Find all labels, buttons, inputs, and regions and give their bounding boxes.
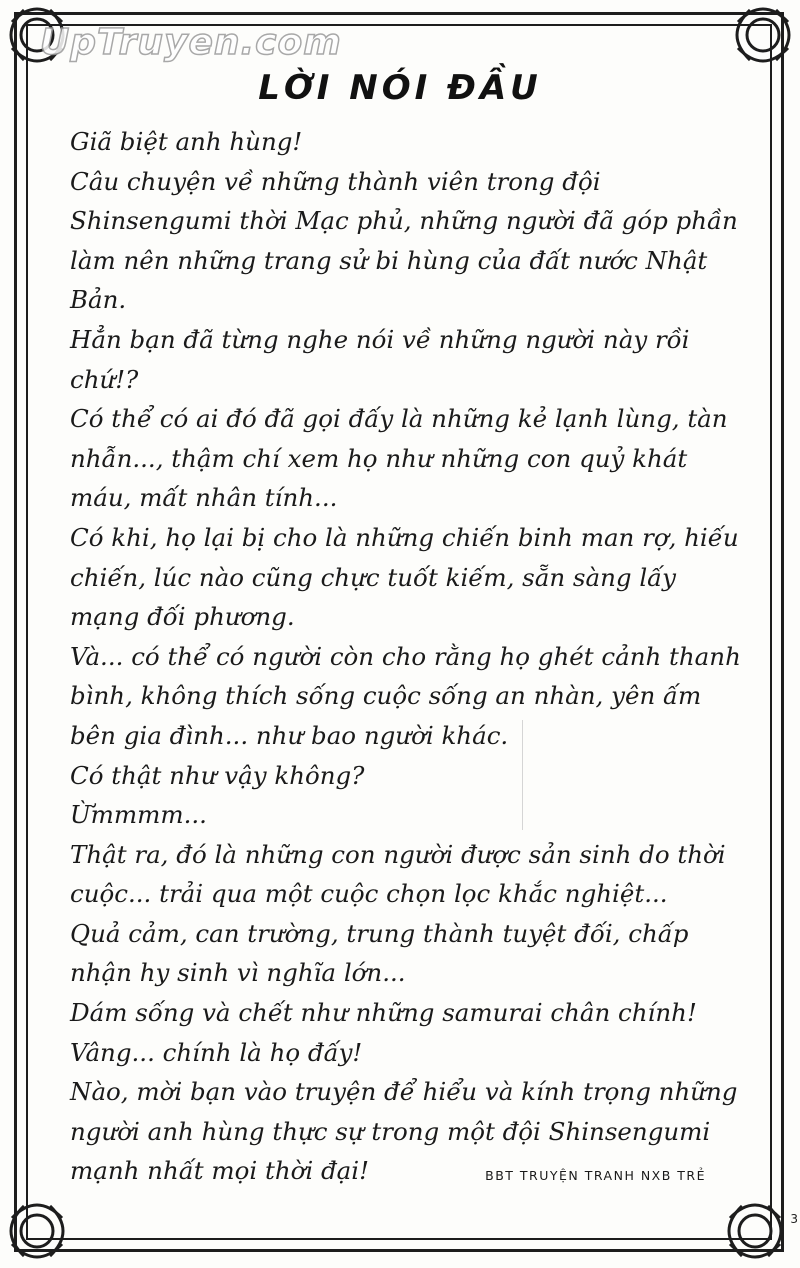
paragraph: Câu chuyện về những thành viên trong đội Shinsengumi thời Mạc phủ, những người đã góp phần làm nên những trang sử bi hùng của đất nước Nhật Bản. bbox=[70, 166, 738, 315]
preface-body bbox=[70, 122, 750, 1191]
paragraph: Nào, mời bạn vào truyện để hiểu và kính trọng những người anh hùng thực sự trong một đội Shinsengumi mạnh nhất mọi thời đại! bbox=[70, 1077, 738, 1186]
paragraph: Có khi, họ lại bị cho là những chiến binh man rợ, hiếu chiến, lúc nào cũng chực tuốt kiếm, sẵn sàng lấy mạng đối phương. bbox=[70, 522, 739, 632]
paragraph: Giã biệt anh hùng! bbox=[70, 127, 303, 156]
paragraph: Hẳn bạn đã từng nghe nói về những người này rồi chứ!? bbox=[70, 324, 690, 394]
page-title: LỜI NÓI ĐẦU bbox=[258, 68, 542, 108]
site-watermark: UpTruyen.com bbox=[40, 22, 342, 63]
celtic-knot-icon bbox=[730, 2, 796, 68]
paragraph: Dám sống và chết như những samurai chân chính! bbox=[70, 998, 697, 1028]
editor-signature: BBT TRUYỆN TRANH NXB TRẺ bbox=[485, 1168, 706, 1183]
paragraph: Quả cảm, can trường, trung thành tuyệt đối, chấp nhận hy sinh vì nghĩa lớn... bbox=[70, 918, 689, 988]
celtic-knot-icon bbox=[4, 1198, 70, 1264]
paragraph: Thật ra, đó là những con người được sản sinh do thời cuộc... trải qua một cuộc chọn lọc khắc nghiệt... bbox=[70, 839, 726, 909]
paragraph: Ừmmmm... bbox=[70, 800, 207, 830]
paragraph: Có thật như vậy không? bbox=[70, 760, 365, 790]
paragraph: Có thể có ai đó đã gọi đấy là những kẻ lạnh lùng, tàn nhẫn..., thậm chí xem họ như những con quỷ khát máu, mất nhân tính... bbox=[70, 404, 728, 513]
paragraph: Và... có thể có người còn cho rằng họ ghét cảnh thanh bình, không thích sống cuộc sống an nhàn, yên ấm bên gia đình... như bao người khác. bbox=[70, 641, 741, 750]
page-number: 3 bbox=[790, 1212, 798, 1226]
paragraph: Vâng... chính là họ đấy! bbox=[70, 1037, 363, 1067]
celtic-knot-icon bbox=[722, 1198, 788, 1264]
